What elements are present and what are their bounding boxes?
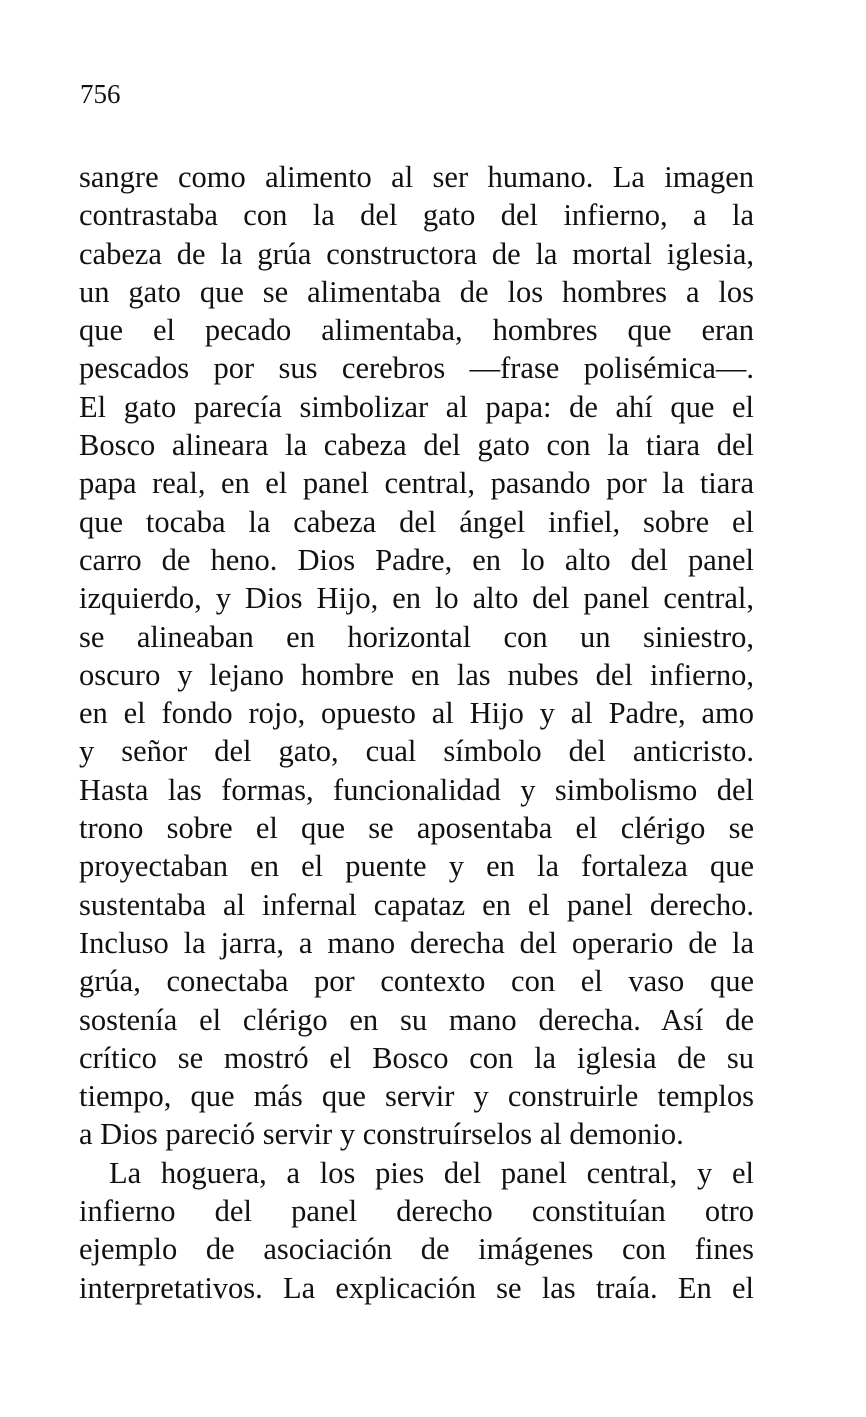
text-line: El gato parecía simbolizar al papa: de ahí que el xyxy=(79,389,754,424)
body-text xyxy=(79,158,754,1307)
text-line: en el fondo rojo, opuesto al Hijo y al Padre, amo xyxy=(79,696,754,731)
text-line: contrastaba con la del gato del infierno, a la xyxy=(79,198,754,233)
text-line: a Dios pareció servir y construírselos al demonio. xyxy=(79,1117,684,1152)
text-line: Incluso la jarra, a mano derecha del operario de la xyxy=(79,925,754,960)
text-line: que tocaba la cabeza del ángel infiel, sobre el xyxy=(79,504,754,539)
text-line: y señor del gato, cual símbolo del anticristo. xyxy=(79,734,754,769)
paragraph-2 xyxy=(79,1154,754,1307)
text-line: Hasta las formas, funcionalidad y simbolismo del xyxy=(79,772,754,807)
text-line: izquierdo, y Dios Hijo, en lo alto del panel central, xyxy=(79,581,754,616)
text-line: un gato que se alimentaba de los hombres a los xyxy=(79,274,754,309)
text-line: crítico se mostró el Bosco con la iglesia de su xyxy=(79,1040,754,1075)
text-line: Bosco alineara la cabeza del gato con la tiara del xyxy=(79,428,754,463)
text-line: sustentaba al infernal capataz en el panel derecho. xyxy=(79,887,754,922)
text-line: ejemplo de asociación de imágenes con fines xyxy=(79,1232,754,1267)
text-line: se alineaban en horizontal con un siniestro, xyxy=(79,619,754,654)
text-line: sostenía el clérigo en su mano derecha. Así de xyxy=(79,1002,754,1037)
text-line: La hoguera, a los pies del panel central, y el xyxy=(109,1155,754,1190)
paragraph-1 xyxy=(79,158,754,1154)
text-line: grúa, conectaba por contexto con el vaso que xyxy=(79,964,754,999)
text-line: que el pecado alimentaba, hombres que eran xyxy=(79,313,754,348)
text-line: cabeza de la grúa constructora de la mortal iglesia, xyxy=(79,236,754,271)
text-line: tiempo, que más que servir y construirle templos xyxy=(79,1079,754,1114)
text-line: trono sobre el que se aposentaba el clérigo se xyxy=(79,811,754,846)
text-line: proyectaban en el puente y en la fortaleza que xyxy=(79,849,754,884)
text-line: oscuro y lejano hombre en las nubes del infierno, xyxy=(79,657,754,692)
text-line: infierno del panel derecho constituían otro xyxy=(79,1194,754,1229)
text-line: interpretativos. La explicación se las traía. En el xyxy=(79,1270,754,1305)
page-number: 756 xyxy=(80,79,121,109)
text-line: sangre como alimento al ser humano. La imagen xyxy=(79,160,754,194)
text-line: carro de heno. Dios Padre, en lo alto del panel xyxy=(79,542,754,577)
text-line: pescados por sus cerebros —frase polisémica—. xyxy=(79,351,754,386)
text-line: papa real, en el panel central, pasando por la tiara xyxy=(79,466,754,501)
